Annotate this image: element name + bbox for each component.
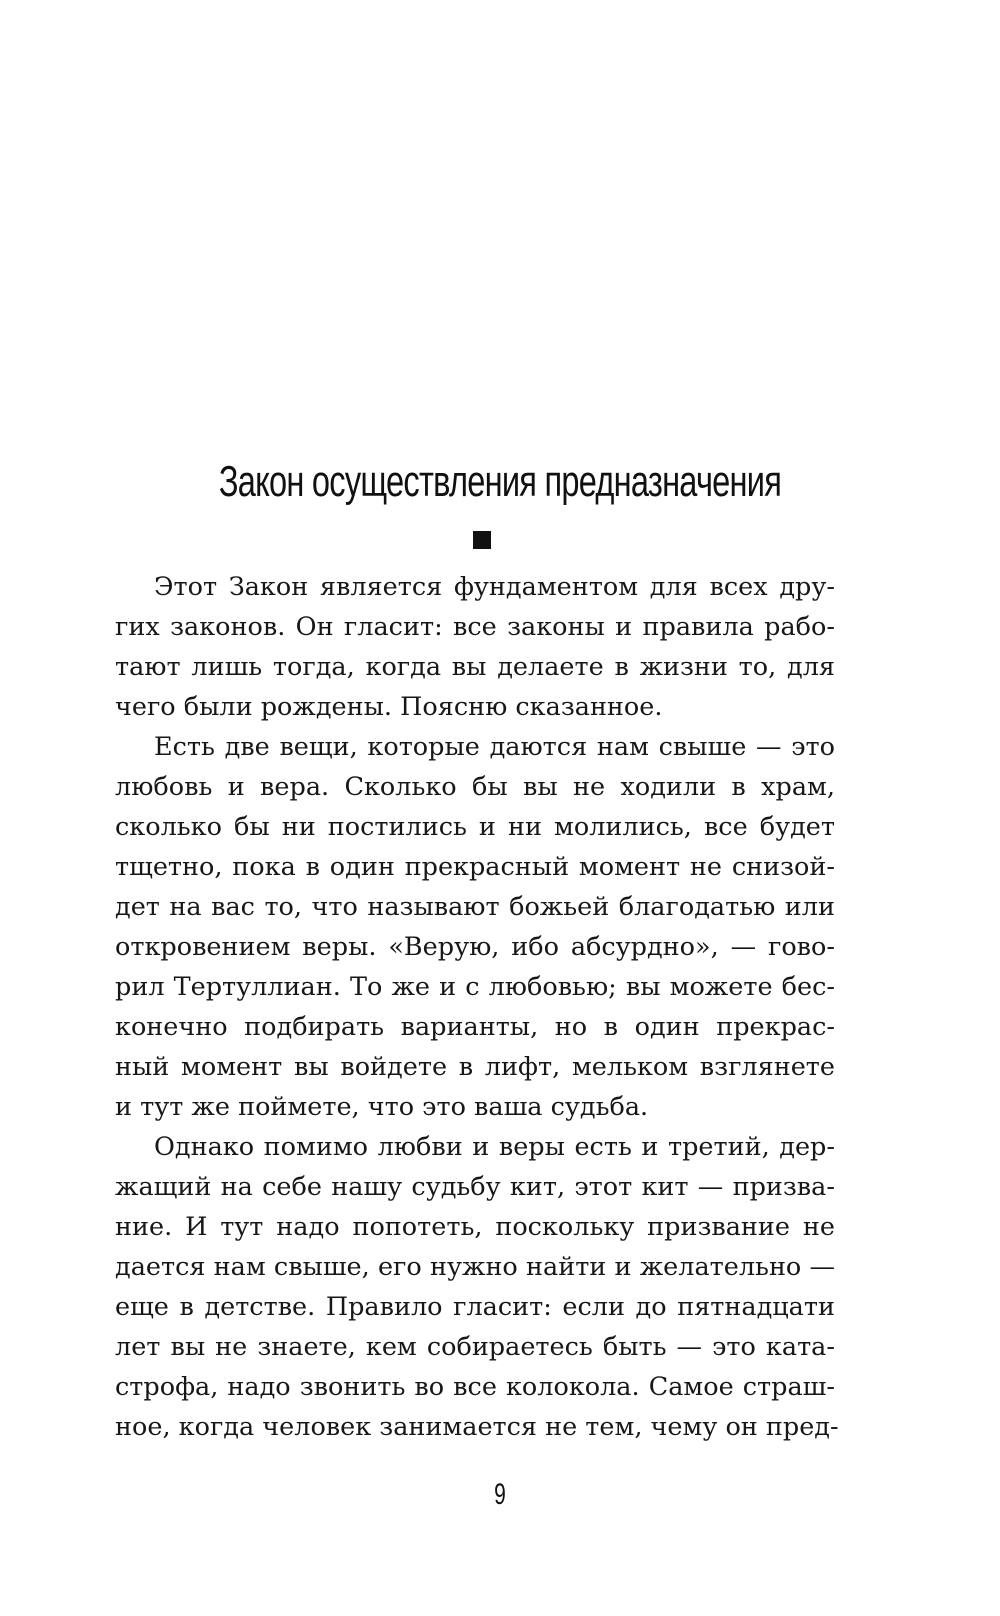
text-line: сколько бы ни постились и ни молились, все будет	[115, 812, 835, 842]
text-line: и тут же поймете, что это ваша судьба.	[115, 1092, 649, 1122]
text-line: Однако помимо любви и веры есть и третий, дер-	[154, 1132, 835, 1162]
section-marker-square	[473, 531, 491, 549]
text-line: тщетно, пока в один прекрасный момент не снизой-	[115, 852, 835, 882]
text-line: дается нам свыше, его нужно найти и желательно —	[115, 1252, 835, 1282]
text-line: ный момент вы войдете в лифт, мельком взглянете	[115, 1052, 835, 1082]
text-line: лет вы не знаете, кем собираетесь быть — это ката-	[115, 1332, 835, 1362]
page-number: 9	[494, 1478, 506, 1511]
text-line: Есть две вещи, которые даются нам свыше — это	[154, 732, 835, 762]
text-line: рил Тертуллиан. То же и с любовью; вы можете бес-	[115, 972, 835, 1002]
text-line: гих законов. Он гласит: все законы и правила рабо-	[115, 612, 835, 642]
chapter-title: Закон осуществления предназначения	[218, 457, 782, 506]
text-line: конечно подбирать варианты, но в один прекрас-	[115, 1012, 835, 1042]
text-line: ние. И тут надо попотеть, поскольку призвание не	[115, 1212, 835, 1242]
text-line: чего были рождены. Поясню сказанное.	[115, 692, 663, 722]
text-line: ное, когда человек занимается не тем, чему он пред-	[115, 1412, 839, 1442]
text-line: тают лишь тогда, когда вы делаете в жизни то, для	[115, 652, 835, 682]
text-line: откровением веры. «Верую, ибо абсурдно», — гово-	[115, 932, 835, 962]
text-line: еще в детстве. Правило гласит: если до пятнадцати	[115, 1292, 835, 1322]
body-text	[115, 567, 839, 1447]
text-line: строфа, надо звонить во все колокола. Самое страш-	[115, 1372, 835, 1402]
text-line: дет на вас то, что называют божьей благодатью или	[115, 892, 835, 922]
text-line: Этот Закон является фундаментом для всех дру-	[154, 572, 835, 602]
text-line: любовь и вера. Сколько бы вы не ходили в храм,	[115, 772, 835, 802]
text-line: жащий на себе нашу судьбу кит, этот кит — призва-	[115, 1172, 835, 1202]
